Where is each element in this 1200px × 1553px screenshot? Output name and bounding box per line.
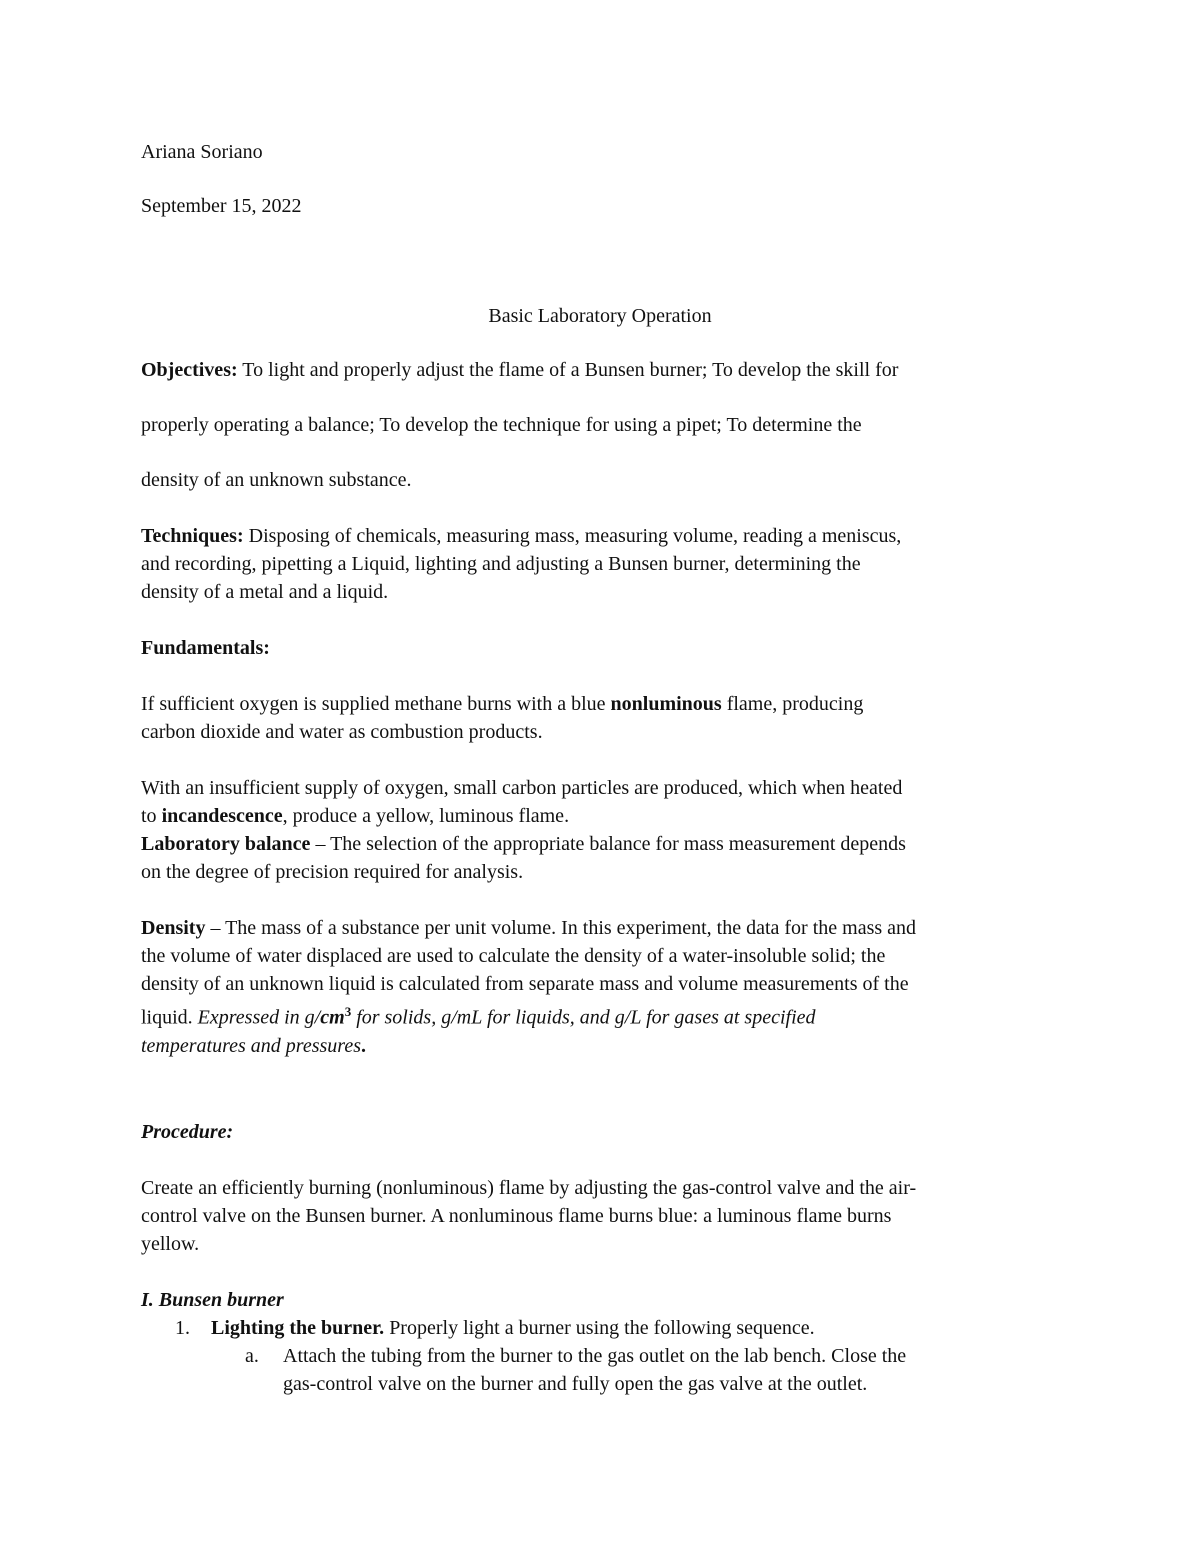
term-incandescence: incandescence bbox=[161, 805, 283, 827]
author-name: Ariana Soriano bbox=[141, 141, 263, 163]
fundamentals-paragraph-2: With an insufficient supply of oxygen, small carbon particles are produced, which when heated to incandescence, produce a yellow, luminous flame. Laboratory balance – The selection of the appropriate balance for mass measurement depends on the degree of precision required for analysis. bbox=[141, 777, 906, 883]
term-laboratory-balance: Laboratory balance bbox=[141, 833, 311, 855]
list-item: a. Attach the tubing from the burner to the gas outlet on the lab bench. Close the gas-control valve on the burner and fully open the gas valve at the outlet. bbox=[283, 1342, 1059, 1398]
step-text: Properly light a burner using the following sequence. bbox=[384, 1316, 815, 1339]
techniques-label: Techniques: bbox=[141, 525, 244, 547]
document-page bbox=[141, 138, 1059, 1398]
techniques-line-1: Disposing of chemicals, measuring mass, measuring volume, reading a meniscus, bbox=[243, 525, 902, 547]
procedure-heading: Procedure: bbox=[141, 1120, 234, 1143]
techniques-line-2: and recording, pipetting a Liquid, lighting and adjusting a Bunsen burner, determining the bbox=[141, 553, 861, 575]
fundamentals-paragraph-1: If sufficient oxygen is supplied methane burns with a blue nonluminous flame, producing carbon dioxide and water as combustion products. bbox=[141, 693, 864, 743]
step-label: Lighting the burner. bbox=[211, 1316, 385, 1339]
section-bunsen-burner-heading: I. Bunsen burner bbox=[141, 1288, 284, 1311]
techniques-line-3: density of a metal and a liquid. bbox=[141, 581, 389, 603]
objectives-line-2: properly operating a balance; To develop the technique for using a pipet; To determine the bbox=[141, 414, 862, 436]
substep-letter: a. bbox=[245, 1344, 259, 1367]
step-number: 1. bbox=[175, 1316, 190, 1339]
fundamentals-heading: Fundamentals: bbox=[141, 637, 270, 659]
objectives-line-1: To light and properly adjust the flame of a Bunsen burner; To develop the skill for bbox=[237, 359, 899, 381]
list-item bbox=[175, 1314, 1059, 1398]
objectives-label: Objectives: bbox=[141, 359, 238, 381]
procedure-steps bbox=[141, 1314, 1059, 1398]
document-title: Basic Laboratory Operation bbox=[488, 305, 712, 327]
term-density: Density bbox=[141, 917, 206, 939]
density-paragraph: Density – The mass of a substance per unit volume. In this experiment, the data for the mass and the volume of water displaced are used to calculate the density of a water-insoluble solid; the density of an unknown liquid is calculated from separate mass and volume measurements of the liquid. Expressed in $g/cm^3$ for solids, g/mL for liquids, and g/L for gases at specified temperatures and pressures. bbox=[141, 917, 917, 1057]
procedure-intro: Create an efficiently burning (nonluminous) flame by adjusting the gas-control valve and the air- control valve on the Bunsen burner. A nonluminous flame burns blue: a luminous flame burns yellow. bbox=[141, 1176, 917, 1255]
objectives-paragraph bbox=[141, 356, 1059, 494]
term-nonluminous: nonluminous bbox=[610, 693, 722, 715]
techniques-paragraph bbox=[141, 522, 1059, 606]
objectives-line-3: density of an unknown substance. bbox=[141, 469, 412, 491]
substeps bbox=[211, 1342, 1059, 1398]
document-date: September 15, 2022 bbox=[141, 195, 302, 217]
